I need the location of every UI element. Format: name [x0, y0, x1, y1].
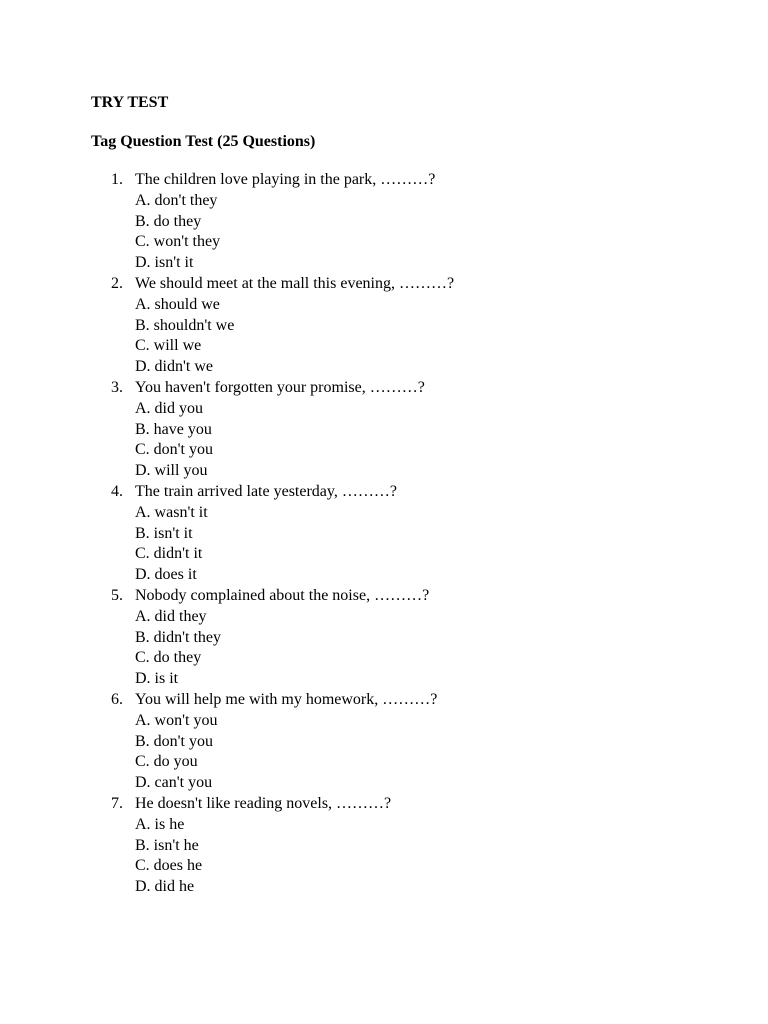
- question-text: You haven't forgotten your promise, ………?: [135, 378, 425, 396]
- question-text: Nobody complained about the noise, ………?: [135, 586, 430, 604]
- answer-option: A. wasn't it: [135, 503, 208, 521]
- answer-options: [91, 503, 691, 586]
- answer-option: D. does it: [135, 566, 197, 584]
- question-number: 6.: [111, 690, 123, 708]
- answer-options: [91, 399, 691, 482]
- question-text: The train arrived late yesterday, ………?: [135, 482, 397, 500]
- answer-option: C. do you: [135, 753, 198, 771]
- answer-option: D. can't you: [135, 774, 213, 792]
- answer-option: B. didn't they: [135, 628, 221, 646]
- question-item: [91, 586, 691, 690]
- question-list: [91, 170, 691, 898]
- question-text: The children love playing in the park, ………?: [135, 171, 436, 188]
- answer-option: A. did they: [135, 607, 207, 625]
- answer-options: [91, 711, 691, 794]
- question-number: 7.: [111, 794, 123, 812]
- answer-options: [91, 607, 691, 690]
- answer-option: C. don't you: [135, 441, 213, 459]
- answer-option: D. is it: [135, 670, 179, 688]
- question-number: 4.: [111, 482, 123, 500]
- question-item: [91, 274, 691, 378]
- question-item: [91, 794, 691, 898]
- answer-option: C. won't they: [135, 233, 221, 251]
- answer-options: [91, 191, 691, 274]
- answer-option: A. is he: [135, 815, 185, 833]
- question-number: 2.: [111, 274, 123, 292]
- answer-option: B. don't you: [135, 732, 213, 750]
- question-text: We should meet at the mall this evening, ………?: [135, 274, 455, 292]
- answer-option: A. should we: [135, 295, 220, 313]
- question-item: [91, 170, 691, 274]
- answer-option: C. does he: [135, 857, 203, 875]
- question-item: [91, 690, 691, 794]
- answer-option: C. do they: [135, 649, 202, 667]
- question-number: 3.: [111, 378, 123, 396]
- question-number: 1.: [111, 171, 123, 188]
- answer-option: D. isn't it: [135, 254, 194, 272]
- answer-option: C. will we: [135, 337, 202, 355]
- answer-option: A. don't they: [135, 191, 218, 209]
- answer-option: B. isn't he: [135, 836, 199, 854]
- question-item: [91, 378, 691, 482]
- answer-option: A. won't you: [135, 711, 218, 729]
- answer-options: [91, 295, 691, 378]
- answer-options: [91, 815, 691, 898]
- question-text: You will help me with my homework, ………?: [135, 690, 438, 708]
- document-subtitle: Tag Question Test (25 Questions): [91, 133, 316, 150]
- document-title: TRY TEST: [91, 94, 169, 111]
- question-item: [91, 482, 691, 586]
- answer-option: D. did he: [135, 878, 195, 896]
- answer-option: B. shouldn't we: [135, 316, 235, 334]
- answer-option: D. didn't we: [135, 358, 213, 376]
- question-text: He doesn't like reading novels, ………?: [135, 794, 392, 812]
- answer-option: B. have you: [135, 420, 212, 438]
- answer-option: B. do they: [135, 212, 202, 230]
- answer-option: C. didn't it: [135, 545, 203, 563]
- answer-option: D. will you: [135, 462, 208, 480]
- answer-option: A. did you: [135, 399, 203, 417]
- answer-option: B. isn't it: [135, 524, 193, 542]
- question-number: 5.: [111, 586, 123, 604]
